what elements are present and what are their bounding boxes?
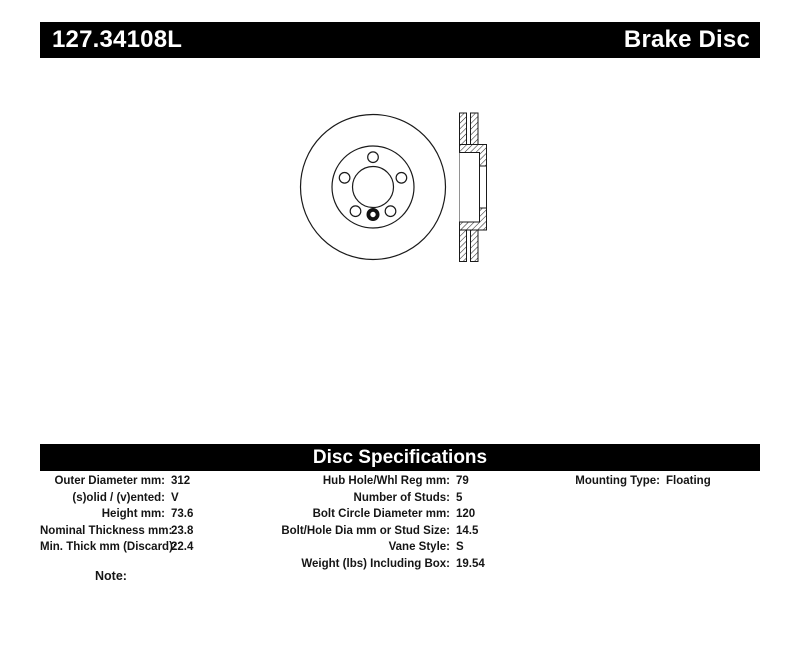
spec-row-min-thickness bbox=[40, 539, 193, 556]
spec-label: (s)olid / (v)ented: bbox=[72, 491, 165, 504]
spec-row-bolt-circle-diameter bbox=[280, 506, 485, 523]
spec-value: 14.5 bbox=[456, 524, 479, 537]
spec-value: 19.54 bbox=[456, 557, 485, 570]
spec-label: Hub Hole/Whl Reg mm: bbox=[322, 475, 450, 487]
brake-disc-front-view-icon bbox=[301, 115, 446, 260]
stud-hole bbox=[350, 206, 361, 217]
spec-label: Mounting Type: bbox=[575, 475, 660, 487]
spec-value: 22.4 bbox=[171, 541, 194, 553]
hat-step-top bbox=[460, 145, 487, 167]
spec-section-header bbox=[40, 444, 760, 471]
spec-value: 23.8 bbox=[171, 524, 194, 537]
stud-hole bbox=[368, 152, 379, 163]
inboard-plate-top bbox=[471, 113, 479, 145]
spec-row-bolt-hole-dia bbox=[280, 523, 485, 540]
outboard-plate-bottom bbox=[460, 230, 467, 262]
spec-label: Height mm: bbox=[101, 508, 165, 520]
disc-center-hole bbox=[353, 167, 394, 208]
spec-value: S bbox=[456, 541, 464, 553]
spec-value: 120 bbox=[456, 508, 476, 520]
spec-value: 312 bbox=[171, 475, 191, 487]
inboard-plate-bottom bbox=[471, 230, 479, 262]
spec-value: Floating bbox=[666, 475, 711, 487]
note-section bbox=[95, 569, 127, 583]
spec-column-left bbox=[40, 473, 193, 556]
spec-row-nominal-thickness bbox=[40, 523, 193, 540]
spec-row-weight bbox=[280, 556, 485, 573]
spec-label: Outer Diameter mm: bbox=[54, 475, 165, 487]
spec-section-title: Disc Specifications bbox=[312, 446, 488, 468]
hat-step-bottom bbox=[460, 208, 487, 230]
spec-row-height bbox=[40, 506, 193, 523]
stud-hole bbox=[396, 173, 407, 184]
spec-value: 73.6 bbox=[171, 508, 194, 520]
spec-label: Weight (lbs) Including Box: bbox=[301, 557, 450, 570]
spec-label: Bolt/Hole Dia mm or Stud Size: bbox=[281, 524, 450, 537]
outboard-plate-top bbox=[460, 113, 467, 145]
spec-row-mounting-type bbox=[540, 473, 711, 490]
spec-row-solid-vented bbox=[40, 490, 193, 507]
spec-value: 79 bbox=[456, 475, 469, 487]
stud-hole bbox=[339, 173, 350, 184]
spec-label: Bolt Circle Diameter mm: bbox=[312, 508, 450, 520]
spec-label: Vane Style: bbox=[388, 541, 450, 553]
spec-label: Nominal Thickness mm: bbox=[40, 524, 173, 537]
hat-center-bore bbox=[480, 166, 487, 208]
disc-outer-edge bbox=[301, 115, 446, 260]
set-screw-hole bbox=[368, 210, 377, 219]
brake-disc-cross-section-icon bbox=[460, 113, 487, 262]
spec-row-hub-hole bbox=[280, 473, 485, 490]
spec-column-right bbox=[540, 473, 711, 490]
product-type-title: Brake Disc bbox=[623, 26, 750, 53]
spec-row-outer-diameter bbox=[40, 473, 193, 490]
stud-hole bbox=[385, 206, 396, 217]
spec-label: Number of Studs: bbox=[353, 491, 450, 504]
spec-label: Min. Thick mm (Discard): bbox=[40, 541, 177, 553]
spec-row-number-of-studs bbox=[280, 490, 485, 507]
spec-column-middle bbox=[280, 473, 485, 572]
spec-value: V bbox=[171, 491, 179, 504]
spec-row-vane-style bbox=[280, 539, 485, 556]
part-number: 127.34108L bbox=[52, 26, 183, 53]
note-label: Note: bbox=[95, 569, 127, 583]
spec-value: 5 bbox=[456, 491, 463, 504]
